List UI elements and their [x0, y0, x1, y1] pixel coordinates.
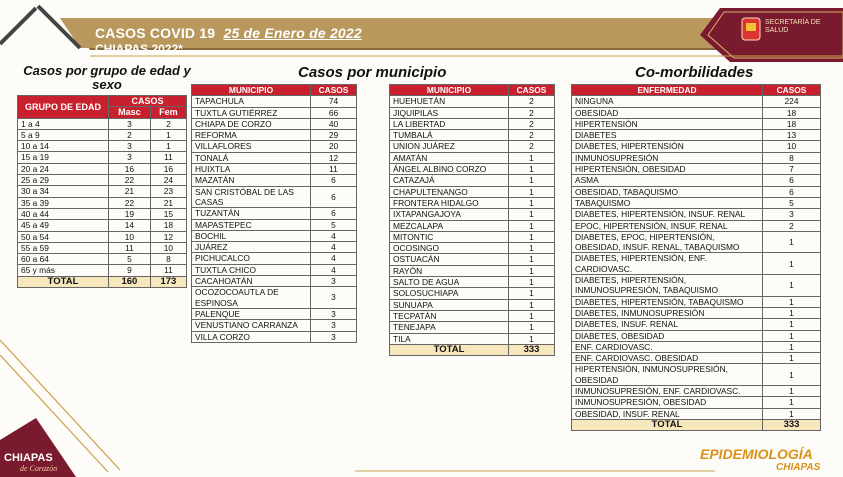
table-row — [572, 107, 821, 118]
row-value: 3 — [763, 209, 821, 220]
row-value: 21 — [109, 186, 151, 197]
row-value: 11 — [150, 265, 186, 276]
row-label: TAPACHULA — [192, 96, 311, 107]
table-row — [192, 118, 357, 129]
table-row — [390, 288, 555, 299]
row-label: MEZCALAPA — [390, 220, 509, 231]
header-title-text: CASOS COVID 19 — [95, 25, 216, 41]
row-label: TECPATÁN — [390, 310, 509, 321]
row-value: 1 — [763, 231, 821, 253]
table-row — [572, 197, 821, 208]
row-label: TABAQUISMO — [572, 197, 763, 208]
row-label: CHAPULTENANGO — [390, 186, 509, 197]
table-row — [192, 96, 357, 107]
row-value: 2 — [509, 96, 555, 107]
table-row — [572, 386, 821, 397]
row-label: HIPERTENSIÓN, OBESIDAD — [572, 164, 763, 175]
row-value: 1 — [509, 310, 555, 321]
row-value: 6 — [763, 186, 821, 197]
row-value: 10 — [763, 141, 821, 152]
row-value: 5 — [311, 219, 357, 230]
row-label: 60 a 64 — [18, 254, 109, 265]
row-label: DIABETES — [572, 130, 763, 141]
row-value: 3 — [109, 118, 151, 129]
table-row — [192, 230, 357, 241]
row-value: 1 — [763, 353, 821, 364]
row-label: AMATÁN — [390, 152, 509, 163]
row-label: ASMA — [572, 175, 763, 186]
row-value: 1 — [763, 341, 821, 352]
table-row — [192, 287, 357, 309]
row-label: INMUNOSUPRESIÓN — [572, 152, 763, 163]
row-value: 74 — [311, 96, 357, 107]
table-row — [390, 164, 555, 175]
row-label: DIABETES, INSUF. RENAL — [572, 319, 763, 330]
table-row — [18, 175, 187, 186]
table-row — [390, 265, 555, 276]
row-label: MAPASTEPEC — [192, 219, 311, 230]
row-value: 11 — [109, 242, 151, 253]
table-row — [192, 164, 357, 175]
table-row — [572, 164, 821, 175]
table-row — [572, 141, 821, 152]
row-value: 6 — [763, 175, 821, 186]
row-value: 1 — [509, 152, 555, 163]
table-row — [390, 130, 555, 141]
row-value: 4 — [311, 253, 357, 264]
row-value: 1 — [763, 397, 821, 408]
row-label: VENUSTIANO CARRANZA — [192, 320, 311, 331]
row-label: 30 a 34 — [18, 186, 109, 197]
row-value: 1 — [509, 299, 555, 310]
table-row — [572, 118, 821, 129]
row-value: 1 — [763, 319, 821, 330]
row-value: 1 — [509, 209, 555, 220]
table-row — [390, 243, 555, 254]
table-row — [192, 320, 357, 331]
row-label: 15 a 19 — [18, 152, 109, 163]
table-row — [192, 242, 357, 253]
table-row — [572, 253, 821, 275]
row-value: 4 — [311, 264, 357, 275]
row-value: 224 — [763, 96, 821, 107]
header-subtitle: CHIAPAS 2022* — [95, 42, 183, 56]
table-row — [572, 186, 821, 197]
table-row — [572, 307, 821, 318]
row-value: 19 — [109, 208, 151, 219]
table-row — [572, 220, 821, 231]
row-label: DIABETES, HIPERTENSIÓN, INMUNOSUPRESIÓN, TABAQUISMO — [572, 275, 763, 297]
table-row — [572, 319, 821, 330]
row-value: 1 — [763, 364, 821, 386]
comorbidity-section-title: Co-morbilidades — [635, 64, 754, 81]
logo-text: SECRETARÍA DE SALUD — [765, 19, 821, 34]
row-value: 40 — [311, 118, 357, 129]
table-row — [572, 397, 821, 408]
row-label: OSTUACÁN — [390, 254, 509, 265]
muni-total-row — [390, 344, 555, 355]
row-value: 1 — [509, 254, 555, 265]
row-label: SAN CRISTÓBAL DE LAS CASAS — [192, 186, 311, 208]
row-label: 35 a 39 — [18, 197, 109, 208]
row-label: HIPERTENSIÓN, INMUNOSUPRESIÓN, OBESIDAD — [572, 364, 763, 386]
row-value: 1 — [763, 408, 821, 419]
row-label: DIABETES, EPOC, HIPERTENSIÓN, OBESIDAD, INSUF. RENAL, TABAQUISMO — [572, 231, 763, 253]
table-row — [572, 364, 821, 386]
row-value: 1 — [763, 275, 821, 297]
row-value: 1 — [509, 333, 555, 344]
row-label: TUMBALÁ — [390, 130, 509, 141]
table-row — [18, 231, 187, 242]
row-label: SALTO DE AGUA — [390, 277, 509, 288]
row-label: VILLAFLORES — [192, 141, 311, 152]
table-row — [192, 130, 357, 141]
table-row — [390, 310, 555, 321]
row-value: 10 — [150, 242, 186, 253]
row-value: 6 — [311, 208, 357, 219]
table-row — [572, 209, 821, 220]
comorbidity-table — [571, 84, 821, 431]
row-value: 7 — [763, 164, 821, 175]
row-label: 55 a 59 — [18, 242, 109, 253]
row-label: OCOZOCOAUTLA DE ESPINOSA — [192, 287, 311, 309]
row-value: 13 — [763, 130, 821, 141]
row-label: DIABETES, HIPERTENSIÓN — [572, 141, 763, 152]
row-value: 1 — [509, 175, 555, 186]
table-row — [572, 152, 821, 163]
row-label: 25 a 29 — [18, 175, 109, 186]
table-row — [390, 152, 555, 163]
row-label: SUNUAPA — [390, 299, 509, 310]
row-label: DIABETES, OBESIDAD — [572, 330, 763, 341]
col-enfermedad: ENFERMEDAD — [572, 85, 763, 96]
row-label: HUEHUETÁN — [390, 96, 509, 107]
row-value: 6 — [311, 175, 357, 186]
row-value: 8 — [763, 152, 821, 163]
row-label: RAYÓN — [390, 265, 509, 276]
row-label: UNION JUÁREZ — [390, 141, 509, 152]
row-value: 2 — [763, 220, 821, 231]
row-value: 29 — [311, 130, 357, 141]
table-row — [192, 308, 357, 319]
table-row — [572, 231, 821, 253]
col-cases: CASOS — [109, 96, 187, 107]
table-row — [18, 254, 187, 265]
row-label: TUXTLA GUTIÉRREZ — [192, 107, 311, 118]
row-label: MAZATÁN — [192, 175, 311, 186]
row-value: 9 — [109, 265, 151, 276]
col-casos-3: CASOS — [763, 85, 821, 96]
table-row — [18, 242, 187, 253]
epidemiologia-logo: EPIDEMIOLOGÍA — [700, 446, 813, 462]
table-row — [192, 253, 357, 264]
chiapas-logo-text: CHIAPAS — [4, 452, 53, 464]
row-value: 1 — [509, 288, 555, 299]
row-value: 22 — [109, 175, 151, 186]
table-row — [18, 118, 187, 129]
row-label: OBESIDAD — [572, 107, 763, 118]
row-value: 1 — [763, 253, 821, 275]
row-value: 1 — [509, 243, 555, 254]
row-value: 3 — [109, 152, 151, 163]
header-title — [95, 25, 362, 41]
row-value: 2 — [109, 129, 151, 140]
row-value: 16 — [150, 163, 186, 174]
table-row — [18, 197, 187, 208]
row-value: 1 — [509, 322, 555, 333]
row-label: OBESIDAD, TABAQUISMO — [572, 186, 763, 197]
row-value: 2 — [509, 107, 555, 118]
row-label: 40 a 44 — [18, 208, 109, 219]
comorb-total-value: 333 — [763, 419, 821, 430]
row-label: REFORMA — [192, 130, 311, 141]
row-value: 3 — [311, 320, 357, 331]
age-total-masc: 160 — [109, 276, 151, 287]
row-value: 2 — [509, 118, 555, 129]
col-fem: Fem — [150, 107, 186, 118]
row-label: HIPERTENSIÓN — [572, 118, 763, 129]
row-value: 5 — [763, 197, 821, 208]
row-value: 66 — [311, 107, 357, 118]
municipality-section-title: Casos por municipio — [298, 64, 447, 81]
row-label: NINGUNA — [572, 96, 763, 107]
row-value: 12 — [311, 152, 357, 163]
table-row — [192, 331, 357, 342]
table-row — [192, 152, 357, 163]
table-row — [192, 208, 357, 219]
row-label: DIABETES, INMUNOSUPRESIÓN — [572, 307, 763, 318]
chiapas-logo-subtext: de Corazón — [20, 464, 58, 473]
comorb-total-row — [572, 419, 821, 430]
table-row — [390, 175, 555, 186]
table-row — [192, 175, 357, 186]
table-row — [18, 163, 187, 174]
row-value: 18 — [150, 220, 186, 231]
row-label: OCOSINGO — [390, 243, 509, 254]
table-row — [572, 175, 821, 186]
row-value: 18 — [763, 118, 821, 129]
row-value: 8 — [150, 254, 186, 265]
table-row — [572, 275, 821, 297]
table-row — [18, 152, 187, 163]
table-row — [572, 130, 821, 141]
table-row — [192, 186, 357, 208]
row-value: 2 — [509, 141, 555, 152]
header-date: 25 de Enero de 2022 — [223, 25, 362, 41]
table-row — [18, 208, 187, 219]
row-value: 1 — [509, 231, 555, 242]
footer-line — [355, 468, 715, 474]
row-value: 10 — [109, 231, 151, 242]
table-row — [572, 341, 821, 352]
table-row — [390, 299, 555, 310]
comorb-total-label: TOTAL — [572, 419, 763, 430]
table-row — [18, 186, 187, 197]
row-value: 1 — [509, 186, 555, 197]
table-row — [390, 118, 555, 129]
age-total-label: TOTAL — [18, 276, 109, 287]
table-row — [192, 219, 357, 230]
row-label: JUÁREZ — [192, 242, 311, 253]
row-value: 5 — [109, 254, 151, 265]
row-value: 14 — [109, 220, 151, 231]
row-value: 1 — [509, 220, 555, 231]
row-label: BOCHIL — [192, 230, 311, 241]
row-value: 1 — [763, 307, 821, 318]
age-total-fem: 173 — [150, 276, 186, 287]
row-value: 12 — [150, 231, 186, 242]
table-row — [192, 141, 357, 152]
row-value: 21 — [150, 197, 186, 208]
row-value: 20 — [311, 141, 357, 152]
table-row — [390, 220, 555, 231]
row-value: 1 — [509, 277, 555, 288]
table-row — [390, 231, 555, 242]
table-row — [390, 141, 555, 152]
row-label: CATAZAJÁ — [390, 175, 509, 186]
row-label: 10 a 14 — [18, 141, 109, 152]
table-row — [390, 96, 555, 107]
col-casos: CASOS — [311, 85, 357, 96]
table-row — [572, 408, 821, 419]
row-value: 2 — [150, 118, 186, 129]
table-row — [390, 209, 555, 220]
row-label: INMUNOSUPRESIÓN, OBESIDAD — [572, 397, 763, 408]
row-value: 24 — [150, 175, 186, 186]
age-section-title: Casos por grupo de edad y sexo — [23, 63, 191, 92]
row-value: 22 — [109, 197, 151, 208]
row-label: CACAHOATÁN — [192, 276, 311, 287]
row-label: DIABETES, HIPERTENSIÓN, TABAQUISMO — [572, 296, 763, 307]
table-row — [572, 353, 821, 364]
row-label: 50 a 54 — [18, 231, 109, 242]
row-value: 3 — [311, 276, 357, 287]
row-value: 3 — [109, 141, 151, 152]
row-value: 15 — [150, 208, 186, 219]
row-label: IXTAPANGAJOYA — [390, 209, 509, 220]
muni-total-value: 333 — [509, 344, 555, 355]
row-value: 18 — [763, 107, 821, 118]
table-row — [572, 296, 821, 307]
row-value: 3 — [311, 308, 357, 319]
row-label: ÁNGEL ALBINO CORZO — [390, 164, 509, 175]
table-row — [192, 264, 357, 275]
row-label: VILLA CORZO — [192, 331, 311, 342]
row-value: 1 — [509, 265, 555, 276]
row-label: INMUNOSUPRESIÓN, ENF. CARDIOVASC. — [572, 386, 763, 397]
row-label: 20 a 24 — [18, 163, 109, 174]
row-label: MITONTIC — [390, 231, 509, 242]
row-value: 1 — [763, 296, 821, 307]
row-value: 1 — [150, 129, 186, 140]
municipality-table-2 — [389, 84, 555, 356]
col-masc: Masc — [109, 107, 151, 118]
row-label: 45 a 49 — [18, 220, 109, 231]
col-municipio-2: MUNICIPIO — [390, 85, 509, 96]
row-value: 3 — [311, 331, 357, 342]
row-label: 65 y más — [18, 265, 109, 276]
row-label: HUIXTLA — [192, 164, 311, 175]
row-value: 16 — [109, 163, 151, 174]
row-label: TUZANTÁN — [192, 208, 311, 219]
row-label: TONALÁ — [192, 152, 311, 163]
row-value: 1 — [150, 141, 186, 152]
row-label: PICHUCALCO — [192, 253, 311, 264]
row-label: TENEJAPA — [390, 322, 509, 333]
row-label: 1 a 4 — [18, 118, 109, 129]
row-label: LA LIBERTAD — [390, 118, 509, 129]
row-value: 3 — [311, 287, 357, 309]
table-row — [18, 265, 187, 276]
row-label: 5 a 9 — [18, 129, 109, 140]
table-row — [390, 197, 555, 208]
table-row — [390, 107, 555, 118]
age-table — [17, 95, 187, 288]
table-row — [572, 330, 821, 341]
row-label: FRONTERA HIDALGO — [390, 197, 509, 208]
row-label: TUXTLA CHICO — [192, 264, 311, 275]
row-label: JIQUIPILAS — [390, 107, 509, 118]
table-row — [18, 129, 187, 140]
row-value: 4 — [311, 230, 357, 241]
table-row — [572, 96, 821, 107]
row-value: 6 — [311, 186, 357, 208]
row-label: TILA — [390, 333, 509, 344]
age-total-row — [18, 276, 187, 287]
epidemiologia-chiapas: CHIAPAS — [776, 462, 821, 473]
row-value: 1 — [763, 330, 821, 341]
row-value: 23 — [150, 186, 186, 197]
row-label: DIABETES, HIPERTENSIÓN, INSUF. RENAL — [572, 209, 763, 220]
table-row — [390, 333, 555, 344]
row-label: OBESIDAD, INSUF. RENAL — [572, 408, 763, 419]
municipality-table-1 — [191, 84, 357, 343]
row-label: SOLOSUCHIAPA — [390, 288, 509, 299]
table-row — [192, 276, 357, 287]
table-row — [390, 322, 555, 333]
row-value: 4 — [311, 242, 357, 253]
col-age-group: GRUPO DE EDAD — [18, 96, 109, 119]
table-row — [390, 254, 555, 265]
row-value: 2 — [509, 130, 555, 141]
row-label: ENF. CARDIOVASC. — [572, 341, 763, 352]
row-label: DIABETES, HIPERTENSIÓN, ENF. CARDIOVASC. — [572, 253, 763, 275]
row-value: 11 — [311, 164, 357, 175]
table-row — [390, 277, 555, 288]
col-municipio: MUNICIPIO — [192, 85, 311, 96]
table-row — [192, 107, 357, 118]
row-label: CHIAPA DE CORZO — [192, 118, 311, 129]
table-row — [18, 141, 187, 152]
row-value: 11 — [150, 152, 186, 163]
row-value: 1 — [763, 386, 821, 397]
row-value: 1 — [509, 197, 555, 208]
row-label: PALENQUE — [192, 308, 311, 319]
table-row — [18, 220, 187, 231]
muni-total-label: TOTAL — [390, 344, 509, 355]
row-label: ENF. CARDIOVASC. OBESIDAD — [572, 353, 763, 364]
row-value: 1 — [509, 164, 555, 175]
col-casos-2: CASOS — [509, 85, 555, 96]
row-label: EPOC, HIPERTENSIÓN, INSUF. RENAL — [572, 220, 763, 231]
table-row — [390, 186, 555, 197]
